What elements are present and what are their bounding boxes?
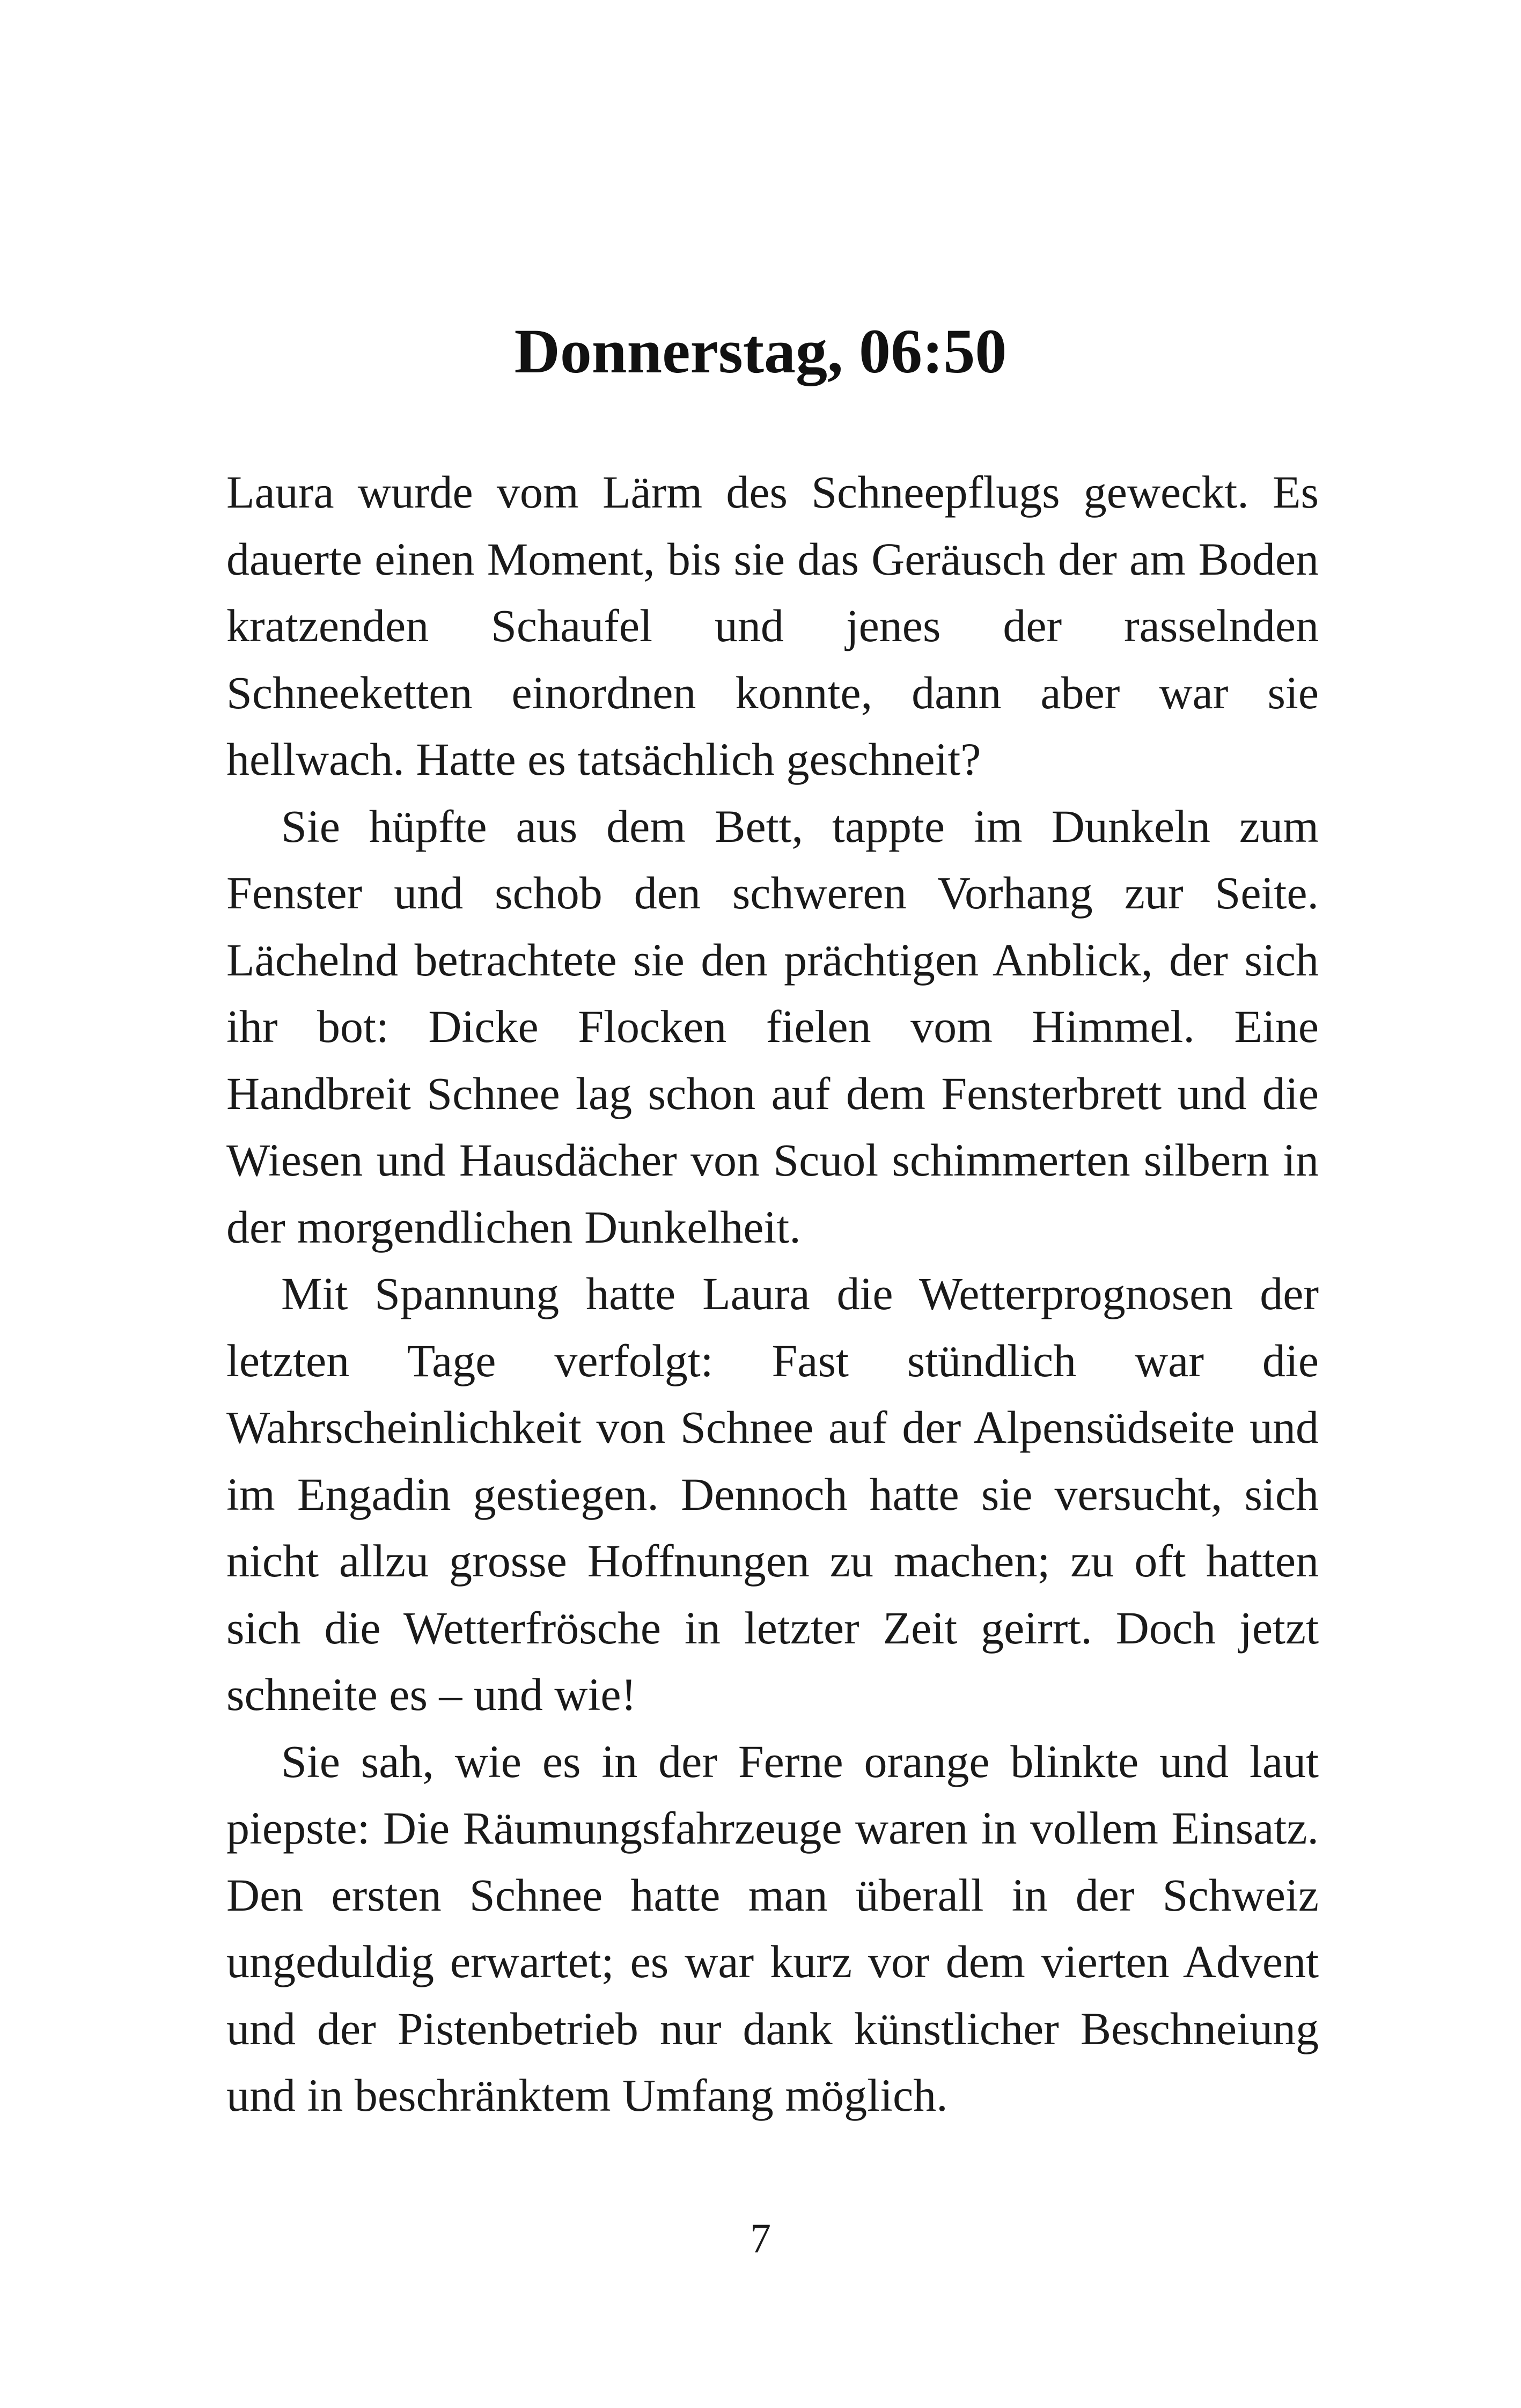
paragraph-2: Sie hüpfte aus dem Bett, tappte im Dunkeln zum Fenster und schob den schweren Vorhang zur Seite. Lächelnd betrachtete sie den prächtigen Anblick, der sich ihr bot: Dicke Flocken fielen vom Himmel. Eine Handbreit Schnee lag schon auf dem Fensterbrett und die Wiesen und Hausdächer von Scuol schimmerten silbern in der morgendlichen Dunkelheit.: [226, 800, 1319, 1253]
paragraph-4: Sie sah, wie es in der Ferne orange blinkte und laut piepste: Die Räumungsfahrzeuge waren in vollem Einsatz. Den ersten Schnee hatte man überall in der Schweiz ungeduldig erwartet; es war kurz vor dem vierten Advent und der Pistenbetrieb nur dank künstlicher Beschneiung und in beschränktem Umfang möglich.: [226, 1735, 1319, 2121]
page-number: 7: [750, 2215, 771, 2262]
chapter-title: Donnerstag, 06:50: [514, 316, 1007, 386]
chapter-body: [226, 459, 1319, 2129]
paragraph-1: Laura wurde vom Lärm des Schneepflugs geweckt. Es dauerte einen Moment, bis sie das Geräusch der am Boden kratzenden Schaufel und jenes der rasselnden Schneeketten einordnen konnte, dann aber war sie hellwach. Hatte es tatsächlich geschneit?: [226, 466, 1319, 785]
paragraph-3: Mit Spannung hatte Laura die Wetterprognosen der letzten Tage verfolgt: Fast stündlich war die Wahrscheinlichkeit von Schnee auf der Alpensüdseite und im Engadin gestiegen. Dennoch hatte sie versucht, sich nicht allzu grosse Hoffnungen zu machen; zu oft hatten sich die Wetterfrösche in letzter Zeit geirrt. Doch jetzt schneite es – und wie!: [226, 1268, 1319, 1720]
